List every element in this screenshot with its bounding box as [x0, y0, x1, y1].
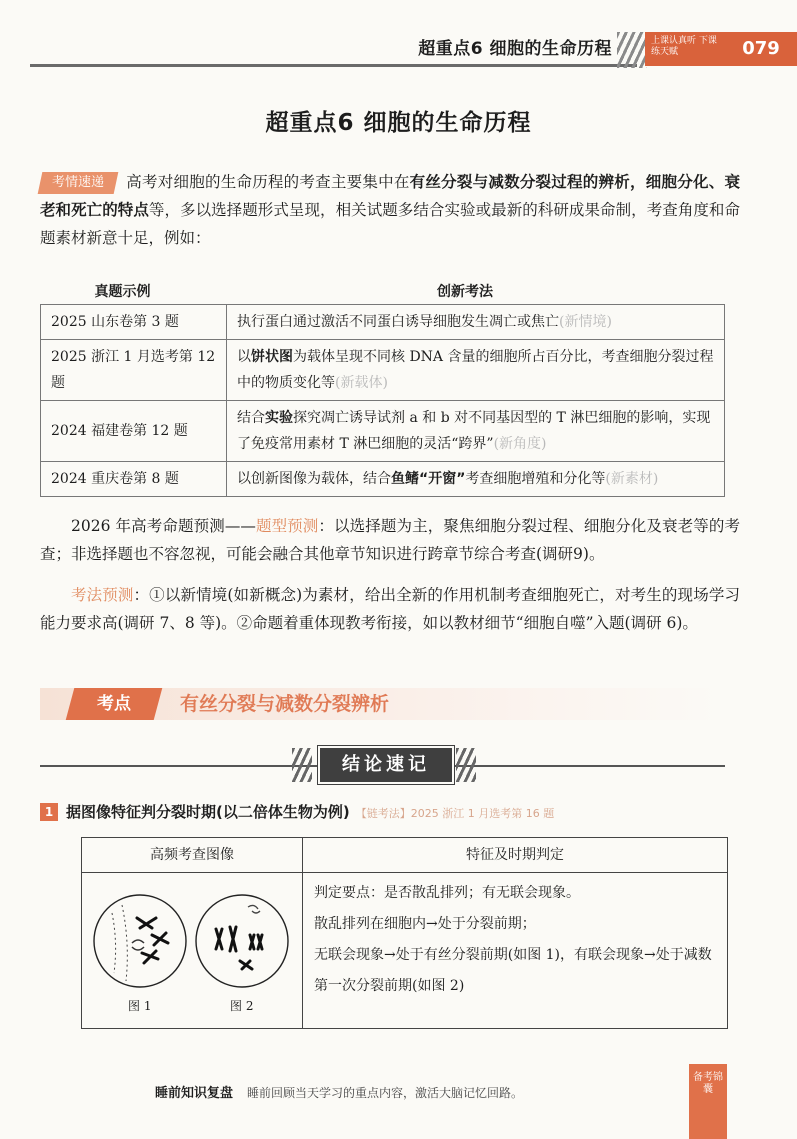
exam-cell: 2025 浙江 1 月选考第 12 题	[41, 340, 227, 401]
conclusion-title: 结论速记	[318, 746, 454, 784]
figure-1-label: 图 1	[128, 999, 152, 1013]
exam-col-header: 真题示例	[94, 284, 151, 300]
feature-line-3: 无联会现象→处于有丝分裂前期(如图 1)，有联会现象→处于减数第一次分裂前期(如图 2)	[314, 947, 712, 994]
cell-figures	[82, 873, 302, 1028]
image-col-header: 高频考查图像	[82, 838, 303, 873]
intro-badge: 考情速递	[38, 172, 119, 194]
stage-table	[81, 837, 728, 1029]
kaodian-banner	[40, 688, 725, 720]
q-label: 题型预测	[255, 517, 319, 535]
header-rule	[30, 64, 637, 67]
exam-table	[40, 280, 725, 497]
section-title: 据图像特征判分裂时期(以二倍体生物为例)	[66, 803, 350, 821]
method-col-header: 创新考法	[437, 284, 493, 300]
exam-cell: 2024 福建卷第 12 题	[41, 401, 227, 462]
intro-bold-1: 有丝分裂与减数分裂过程的辨析	[409, 173, 631, 191]
feature-cell	[314, 878, 718, 1002]
conclusion-stripes-left	[292, 748, 312, 782]
prediction-method: 考法预测：①以新情境(如新概念)为素材，给出全新的作用机制考查细胞死亡，对考生的现场学习能力要求高(调研 7、8 等)。②命题着重体现教考衔接，如以教材细节“细胞自噬”入题(调研 6)。	[40, 586, 740, 632]
page-footer	[155, 1082, 523, 1101]
header-tag: 上课认真听 下课练天赋	[645, 32, 727, 66]
intro-text-1: 高考对细胞的生命历程的考查主要集中在	[126, 173, 410, 191]
method-cell: 以创新图像为载体，结合鱼鳍“开窗”考查细胞增殖和分化等(新素材)	[227, 462, 725, 497]
figure-2-cell	[196, 895, 288, 987]
exam-cell: 2024 重庆卷第 8 题	[41, 462, 227, 497]
header-title: 超重点6 细胞的生命历程	[418, 39, 612, 59]
prediction-question: 2026 年高考命题预测——题型预测：以选择题为主，聚焦细胞分裂过程、细胞分化及衰老等的考查；非选择题也不容忽视，可能会融合其他章节知识进行跨章节综合考查(调研9)。	[40, 517, 740, 563]
intro-text-3: 等，多以选择题形式呈现，相关试题多结合实验或最新的科研成果命制，考查角度和命题素材新意十足，例如：	[40, 201, 740, 247]
page-header	[0, 22, 797, 72]
figure-1-cell	[94, 895, 186, 987]
method-cell: 结合实验探究凋亡诱导试剂 a 和 b 对不同基因型的 T 淋巴细胞的影响，实现了免疫常用素材 T 淋巴细胞的灵活“跨界”(新角度)	[227, 401, 725, 462]
page-title: 超重点6 细胞的生命历程	[265, 110, 532, 136]
table-row	[41, 401, 725, 462]
feature-col-header: 特征及时期判定	[303, 838, 727, 873]
conclusion-stripes-right	[456, 748, 476, 782]
intro-paragraph	[40, 168, 740, 252]
table-row	[41, 462, 725, 497]
feature-line-2: 散乱排列在细胞内→处于分裂前期；	[314, 916, 536, 932]
section-ref: 【链考法】2025 浙江 1 月选考第 16 题	[355, 807, 555, 820]
footer-desc: 睡前回顾当天学习的重点内容，激活大脑记忆回路。	[247, 1086, 524, 1100]
figure-2-label: 图 2	[230, 999, 254, 1013]
method-cell: 以饼状图为载体呈现不同核 DNA 含量的细胞所占百分比，考查细胞分裂过程中的物质变化等(新载体)	[227, 340, 725, 401]
feature-line-1: 判定要点：是否散乱排列；有无联会现象。	[314, 885, 580, 901]
kaodian-badge: 考点	[66, 688, 163, 720]
page-number: 079	[725, 32, 797, 66]
section-number: 1	[40, 803, 58, 821]
header-stripes	[617, 32, 647, 68]
exam-table-header	[40, 280, 725, 304]
m-label: 考法预测	[71, 586, 134, 604]
table-row	[41, 305, 725, 340]
section-heading	[40, 799, 740, 827]
figures-cell	[82, 873, 303, 1028]
exam-cell: 2025 山东卷第 3 题	[41, 305, 227, 340]
table-row	[41, 340, 725, 401]
footer-label: 睡前知识复盘	[155, 1086, 234, 1101]
kaodian-title: 有丝分裂与减数分裂辨析	[180, 693, 390, 715]
intro-bold-2: ，细胞分化、衰老和死亡的特点	[40, 173, 740, 219]
footer-tag: 备考锦囊	[689, 1064, 727, 1139]
method-cell: 执行蛋白通过激活不同蛋白诱导细胞发生凋亡或焦亡(新情境)	[227, 305, 725, 340]
